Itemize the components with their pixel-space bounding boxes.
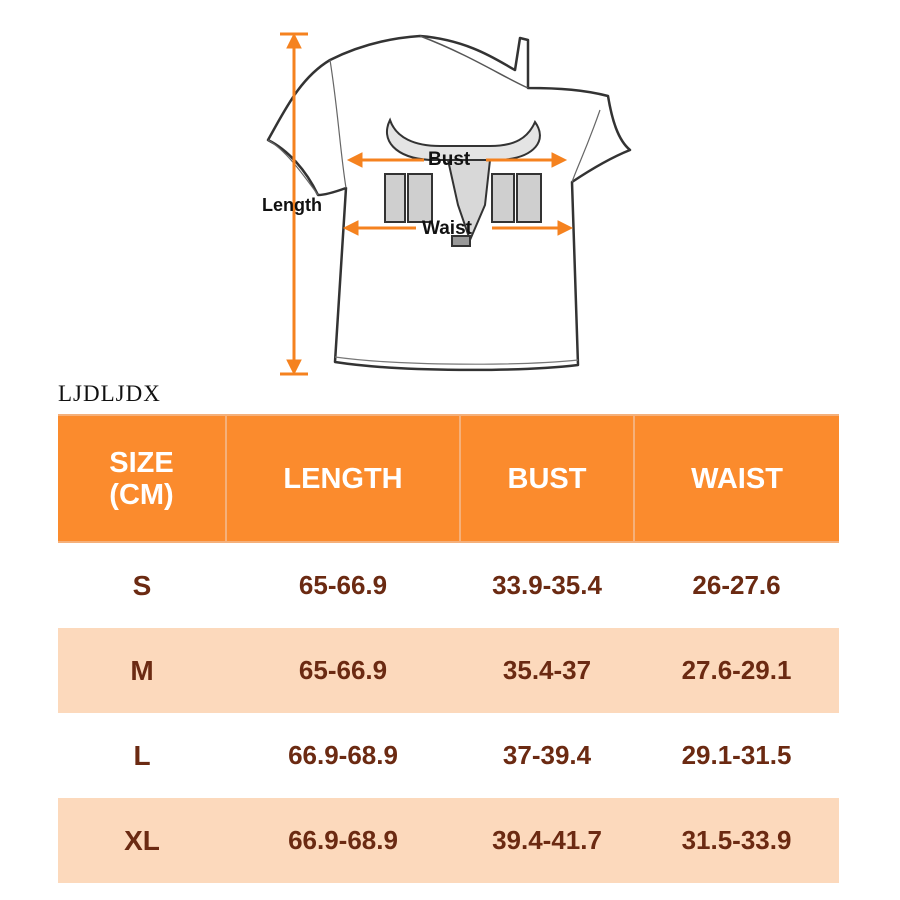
header-bust: BUST (460, 415, 634, 542)
bust-cell: 37-39.4 (460, 713, 634, 798)
garment-diagram (0, 0, 900, 390)
size-cell: XL (58, 798, 226, 883)
length-label: Length (262, 195, 322, 215)
length-cell: 65-66.9 (226, 628, 460, 713)
waist-cell: 26-27.6 (634, 542, 839, 628)
tshirt-outline-graphic (0, 0, 900, 390)
bust-cell: 39.4-41.7 (460, 798, 634, 883)
waist-label: Waist (422, 218, 472, 239)
waist-cell: 27.6-29.1 (634, 628, 839, 713)
length-cell: 66.9-68.9 (226, 798, 460, 883)
table-row (58, 798, 839, 883)
size-cell: L (58, 713, 226, 798)
header-size: SIZE (CM) (58, 415, 226, 542)
brand-name: LJDLJDX (58, 381, 161, 406)
size-chart-table (58, 414, 839, 883)
table-row (58, 628, 839, 713)
table-header-row (58, 415, 839, 542)
size-cell: S (58, 542, 226, 628)
bust-cell: 35.4-37 (460, 628, 634, 713)
bust-label: Bust (428, 149, 471, 170)
size-cell: M (58, 628, 226, 713)
table-row (58, 542, 839, 628)
length-cell: 66.9-68.9 (226, 713, 460, 798)
header-waist: WAIST (634, 415, 839, 542)
length-cell: 65-66.9 (226, 542, 460, 628)
table-row (58, 713, 839, 798)
waist-cell: 31.5-33.9 (634, 798, 839, 883)
header-length: LENGTH (226, 415, 460, 542)
waist-cell: 29.1-31.5 (634, 713, 839, 798)
bust-cell: 33.9-35.4 (460, 542, 634, 628)
